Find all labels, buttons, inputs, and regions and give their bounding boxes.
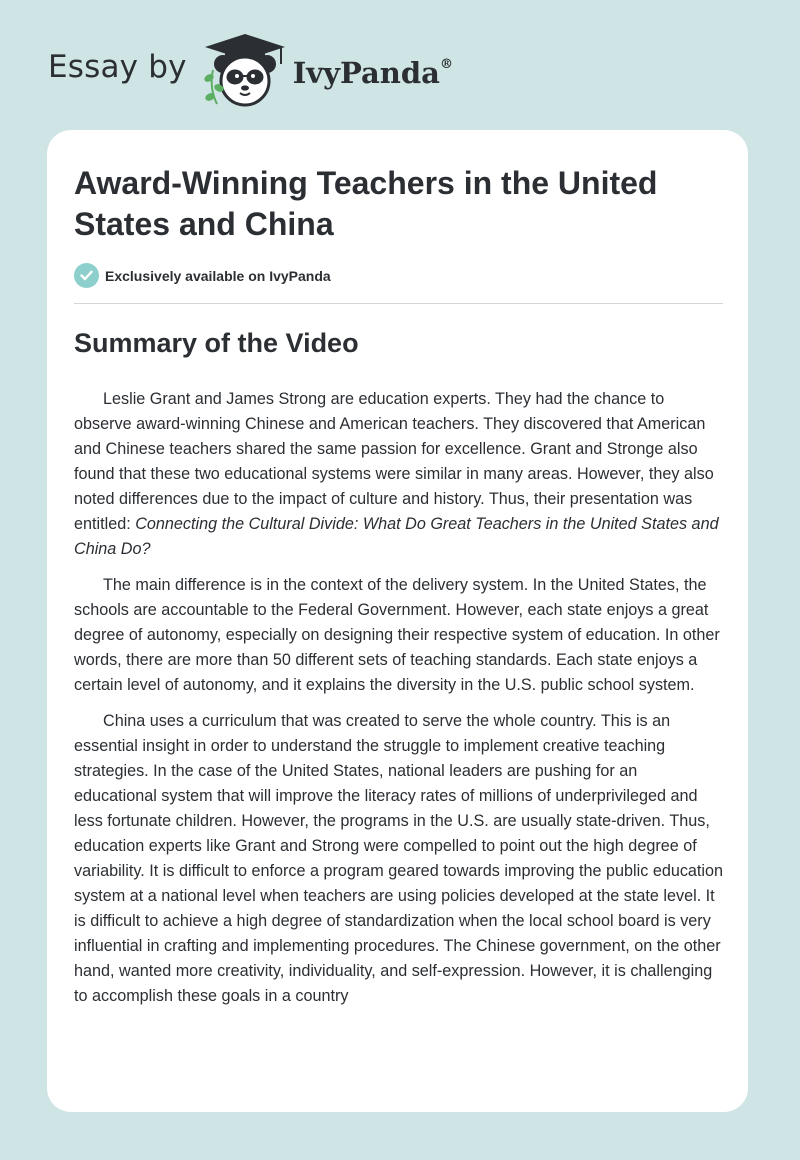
registered-mark: ® xyxy=(439,57,453,73)
section-heading: Summary of the Video xyxy=(74,328,359,358)
brand-header xyxy=(48,30,453,110)
brand-prefix: Essay by xyxy=(48,49,187,85)
nose-shape xyxy=(241,85,249,90)
ivy-leaf-shape xyxy=(203,72,215,83)
ivypanda-logo-icon[interactable] xyxy=(199,30,291,110)
title-divider xyxy=(74,303,723,304)
checkmark-glyph xyxy=(80,270,93,281)
paragraph xyxy=(74,387,724,562)
checkmark-icon xyxy=(74,263,99,288)
essay-card xyxy=(47,130,748,1112)
paragraph xyxy=(74,573,724,698)
right-eye-glint-shape xyxy=(251,74,255,78)
paragraph-text: The main difference is in the context of the delivery system. In the United States, the schools are accountable to the Federal Government. However, each state enjoys a great degree of autonomy, especially on designing their respective system of education. In other words, there are more than 50 different sets of teaching standards. Each state enjoys a certain level of autonomy, and it explains the diversity in the U.S. public school system. xyxy=(74,576,720,694)
exclusive-badge xyxy=(74,263,331,288)
brand-name-text: IvyPanda xyxy=(292,56,440,90)
paragraph-text: Leslie Grant and James Strong are education experts. They had the chance to observe award-winning Chinese and American teachers. They discovered that American and Chinese teachers shared the same passion for excellence. Grant and Stronge also found that these two educational systems were similar in many areas. However, they also noted differences due to the impact of culture and history. Thus, their presentation was entitled: xyxy=(74,390,714,533)
right-eye-patch-shape xyxy=(246,70,263,85)
paragraph xyxy=(74,709,724,1009)
brand-name[interactable] xyxy=(293,56,453,90)
essay-title: Award-Winning Teachers in the United States and China xyxy=(74,165,658,242)
left-eye-patch-shape xyxy=(226,70,243,85)
paragraph-text: China uses a curriculum that was created to serve the whole country. This is an essential insight in order to understand the struggle to implement creative teaching strategies. In the case of the United States, national leaders are pushing for an educational system that will improve the literacy rates of millions of underprivileged and less fortunate children. However, the programs in the U.S. are usually state-driven. Thus, education experts like Grant and Strong were compelled to point out the high degree of variability. It is difficult to enforce a program geared towards improving the public education system at a national level when teachers are using policies developed at the state level. It is difficult to achieve a high degree of standardization when the local school board is very influential in crafting and implementing procedures. The Chinese government, on the other hand, wanted more creativity, individuality, and self-expression. However, it is challenging to accomplish these goals in a country xyxy=(74,712,724,1005)
essay-body xyxy=(74,387,724,1020)
ivy-leaf-shape xyxy=(204,92,216,103)
left-eye-glint-shape xyxy=(235,74,239,78)
exclusive-badge-text: Exclusively available on IvyPanda xyxy=(105,267,331,284)
presentation-title: Connecting the Cultural Divide: What Do Great Teachers in the United States and China Do? xyxy=(74,515,719,558)
